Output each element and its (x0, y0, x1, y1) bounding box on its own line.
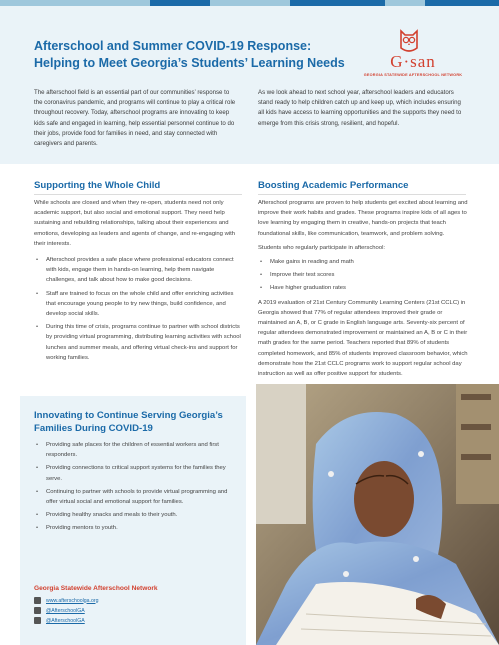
support-section (34, 198, 242, 366)
support-divider (34, 194, 242, 195)
website-link[interactable] (34, 596, 234, 605)
facebook-link[interactable] (34, 606, 234, 615)
student-photo (256, 384, 499, 645)
innovating-bullet: • Continuing to partner with schools to provide virtual programming and offer virtual social and emotional support for families. (34, 487, 230, 507)
facebook-text[interactable]: @AfterschoolGA (46, 607, 85, 614)
innovating-bullet: • Providing healthy snacks and meals to their youth. (34, 510, 230, 520)
support-paragraph: While schools are closed and when they re-open, students need not only academic support, but also social and emotional support. They need help sustaining and rebuilding relationships, talking about their experiences and emotions, developing as leaders and agents of change, and re-engaging with their interests. (34, 200, 236, 247)
academic-evaluation: A 2019 evaluation of 21st Century Community Learning Centers (21st CCLC) in Georgia showed that 77% of regular attendees improved their grade or maintained an A, B, or C grade in English language arts. Seventy-six percent of regular attendees demonstrated improvement or maintained an A, B or C in their math grades for the same period. Teachers reported that 89% of students completed homework, and 85% of students improved classroom behavior, which demonstrate how the 21st CCLC programs work to support regular school day instruction as well as offer positive support for students. (258, 299, 468, 378)
innovating-section (34, 440, 230, 537)
logo-subtitle: GEORGIA STATEWIDE AFTERSCHOOL NETWORK (363, 73, 463, 77)
twitter-link[interactable] (34, 616, 234, 625)
academic-bullet: • Make gains in reading and math (258, 257, 468, 267)
page-title (34, 38, 364, 72)
support-bullet: • Afterschool provides a safe place where professional educators connect with kids, engage them in hands-on learning, help them navigate challenges, and talk about how to make good decisions. (34, 255, 242, 286)
owl-icon (398, 28, 420, 54)
page-title-line1: Afterschool and Summer COVID-19 Response: (34, 39, 312, 53)
logo-wordmark: G·san (390, 52, 436, 71)
innovating-heading-line2: Families During COVID-19 (34, 422, 153, 434)
innovating-bullet: • Providing connections to critical support systems for the families they serve. (34, 463, 230, 483)
academic-section (258, 198, 468, 379)
academic-lead: Students who regularly participate in afterschool: (258, 244, 386, 251)
academic-bullet: • Improve their test scores (258, 270, 468, 280)
org-name: Georgia Statewide Afterschool Network (34, 585, 158, 592)
academic-paragraph: Afterschool programs are proven to help students get excited about learning and improve their work habits and grades. These programs inspire kids of all ages to love learning by engaging them in creative, hands-on projects that teach foundational skills, like communication, teamwork, and problem solving. (258, 200, 468, 237)
innovating-bullet: • Providing mentors to youth. (34, 523, 230, 533)
innovating-heading (34, 410, 244, 435)
twitter-text[interactable]: @AfterschoolGA (46, 617, 85, 624)
globe-icon (34, 597, 41, 604)
innovating-bullet: • Providing safe places for the children of essential workers and first responders. (34, 440, 230, 460)
support-bullet: • During this time of crisis, programs continue to partner with school districts by providing virtual programming, distributing learning activities with school lunches and summer meals, and offering virtual check-ins and support for working families. (34, 322, 242, 363)
academic-heading: Boosting Academic Performance (258, 180, 409, 191)
innovating-heading-line1: Innovating to Continue Serving Georgia’s (34, 410, 223, 421)
academic-divider (258, 194, 466, 195)
support-heading: Supporting the Whole Child (34, 180, 161, 191)
facebook-icon (34, 607, 41, 614)
gsan-logo (358, 28, 468, 78)
support-bullet: • Staff are trained to focus on the whole child and offer enriching activities that encourage young people to try new things, build confidence, and develop social skills. (34, 289, 242, 320)
website-text[interactable]: www.afterschoolga.org (46, 597, 99, 604)
intro-right-paragraph: As we look ahead to next school year, afterschool leaders and educators stand ready to help children catch up and keep up, which includes ensuring all kids have access to learning opportunities and the supports they need to emerge from this crisis strong, resilient, and hopeful. (258, 89, 462, 127)
support-bullet-list (34, 255, 242, 363)
academic-bullet: • Have higher graduation rates (258, 283, 468, 293)
academic-bullet-list (258, 257, 468, 294)
page-title-line2: Helping to Meet Georgia’s Students’ Learning Needs (34, 56, 345, 70)
intro-left-paragraph: The afterschool field is an essential part of our communities’ response to the coronavirus pandemic, and programs will continue to play a critical role throughout recovery. Today, afterschool programs are innovating to keep kids safe and engaged in learning, help essential personnel continue to do their jobs, provide food for families in need, and stay connected with caregivers and parents. (34, 89, 236, 148)
innovating-bullet-list (34, 440, 230, 534)
twitter-icon (34, 617, 41, 624)
